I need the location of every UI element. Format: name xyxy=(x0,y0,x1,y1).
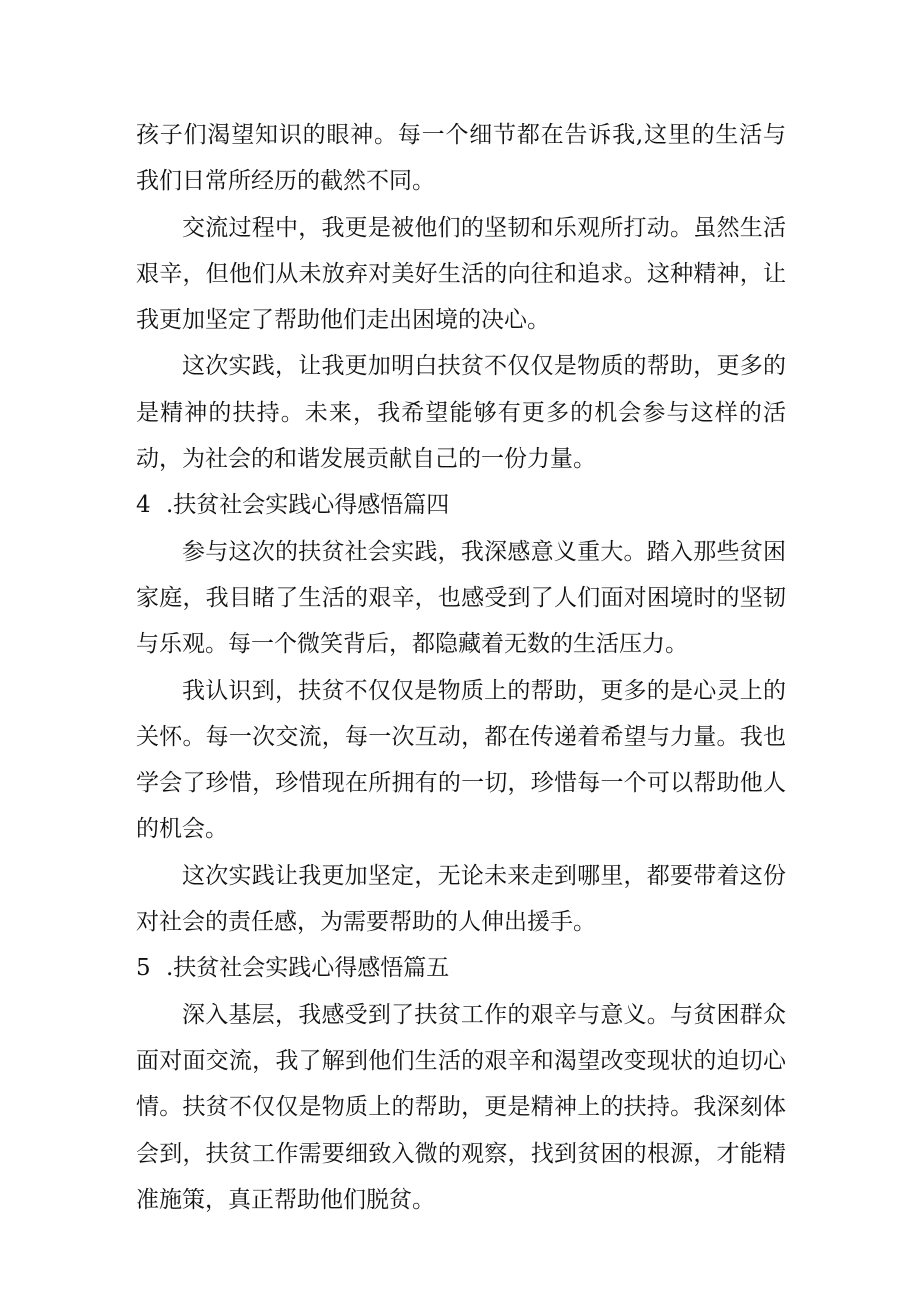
section-title: .扶贫社会实践心得感悟篇四 xyxy=(166,492,450,519)
section-title: .扶贫社会实践心得感悟篇五 xyxy=(166,955,450,982)
paragraph-continued: 孩子们渴望知识的眼神。每一个细节都在告诉我,这里的生活与我们日常所经历的截然不同。 xyxy=(136,122,786,195)
paragraph: 这次实践让我更加坚定，无论未来走到哪里，都要带着这份对社会的责任感，为需要帮助的人伸出援手。 xyxy=(136,862,786,936)
paragraph: 参与这次的扶贫社会实践，我深感意义重大。踏入那些贫困家庭，我目睹了生活的艰辛，也感受到了人们面对困境时的坚韧与乐观。每一个微笑背后，都隐藏着无数的生活压力。 xyxy=(136,538,786,658)
paragraph: 我认识到，扶贫不仅仅是物质上的帮助，更多的是心灵上的关怀。每一次交流，每一次互动，都在传递着希望与力量。我也学会了珍惜，珍惜现在所拥有的一切，珍惜每一个可以帮助他人的机会。 xyxy=(136,677,786,843)
section-heading-4 xyxy=(136,482,786,528)
section-heading-5 xyxy=(136,945,786,991)
paragraph: 深入基层，我感受到了扶贫工作的艰辛与意义。与贫困群众面对面交流，我了解到他们生活的艰辛和渴望改变现状的迫切心情。扶贫不仅仅是物质上的帮助，更是精神上的扶持。我深刻体会到，扶贫工作需要细致入微的观察，找到贫困的根源，才能精准施策，真正帮助他们脱贫。 xyxy=(136,1001,786,1213)
document-body xyxy=(136,112,786,1223)
paragraph: 交流过程中，我更是被他们的坚韧和乐观所打动。虽然生活艰辛，但他们从未放弃对美好生活的向往和追求。这种精神，让我更加坚定了帮助他们走出困境的决心。 xyxy=(136,214,786,334)
section-number: 5 xyxy=(136,955,151,982)
paragraph: 这次实践，让我更加明白扶贫不仅仅是物质的帮助，更多的是精神的扶持。未来，我希望能够有更多的机会参与这样的活动，为社会的和谐发展贡献自己的一份力量。 xyxy=(136,353,786,473)
section-number: 4 xyxy=(136,492,151,519)
